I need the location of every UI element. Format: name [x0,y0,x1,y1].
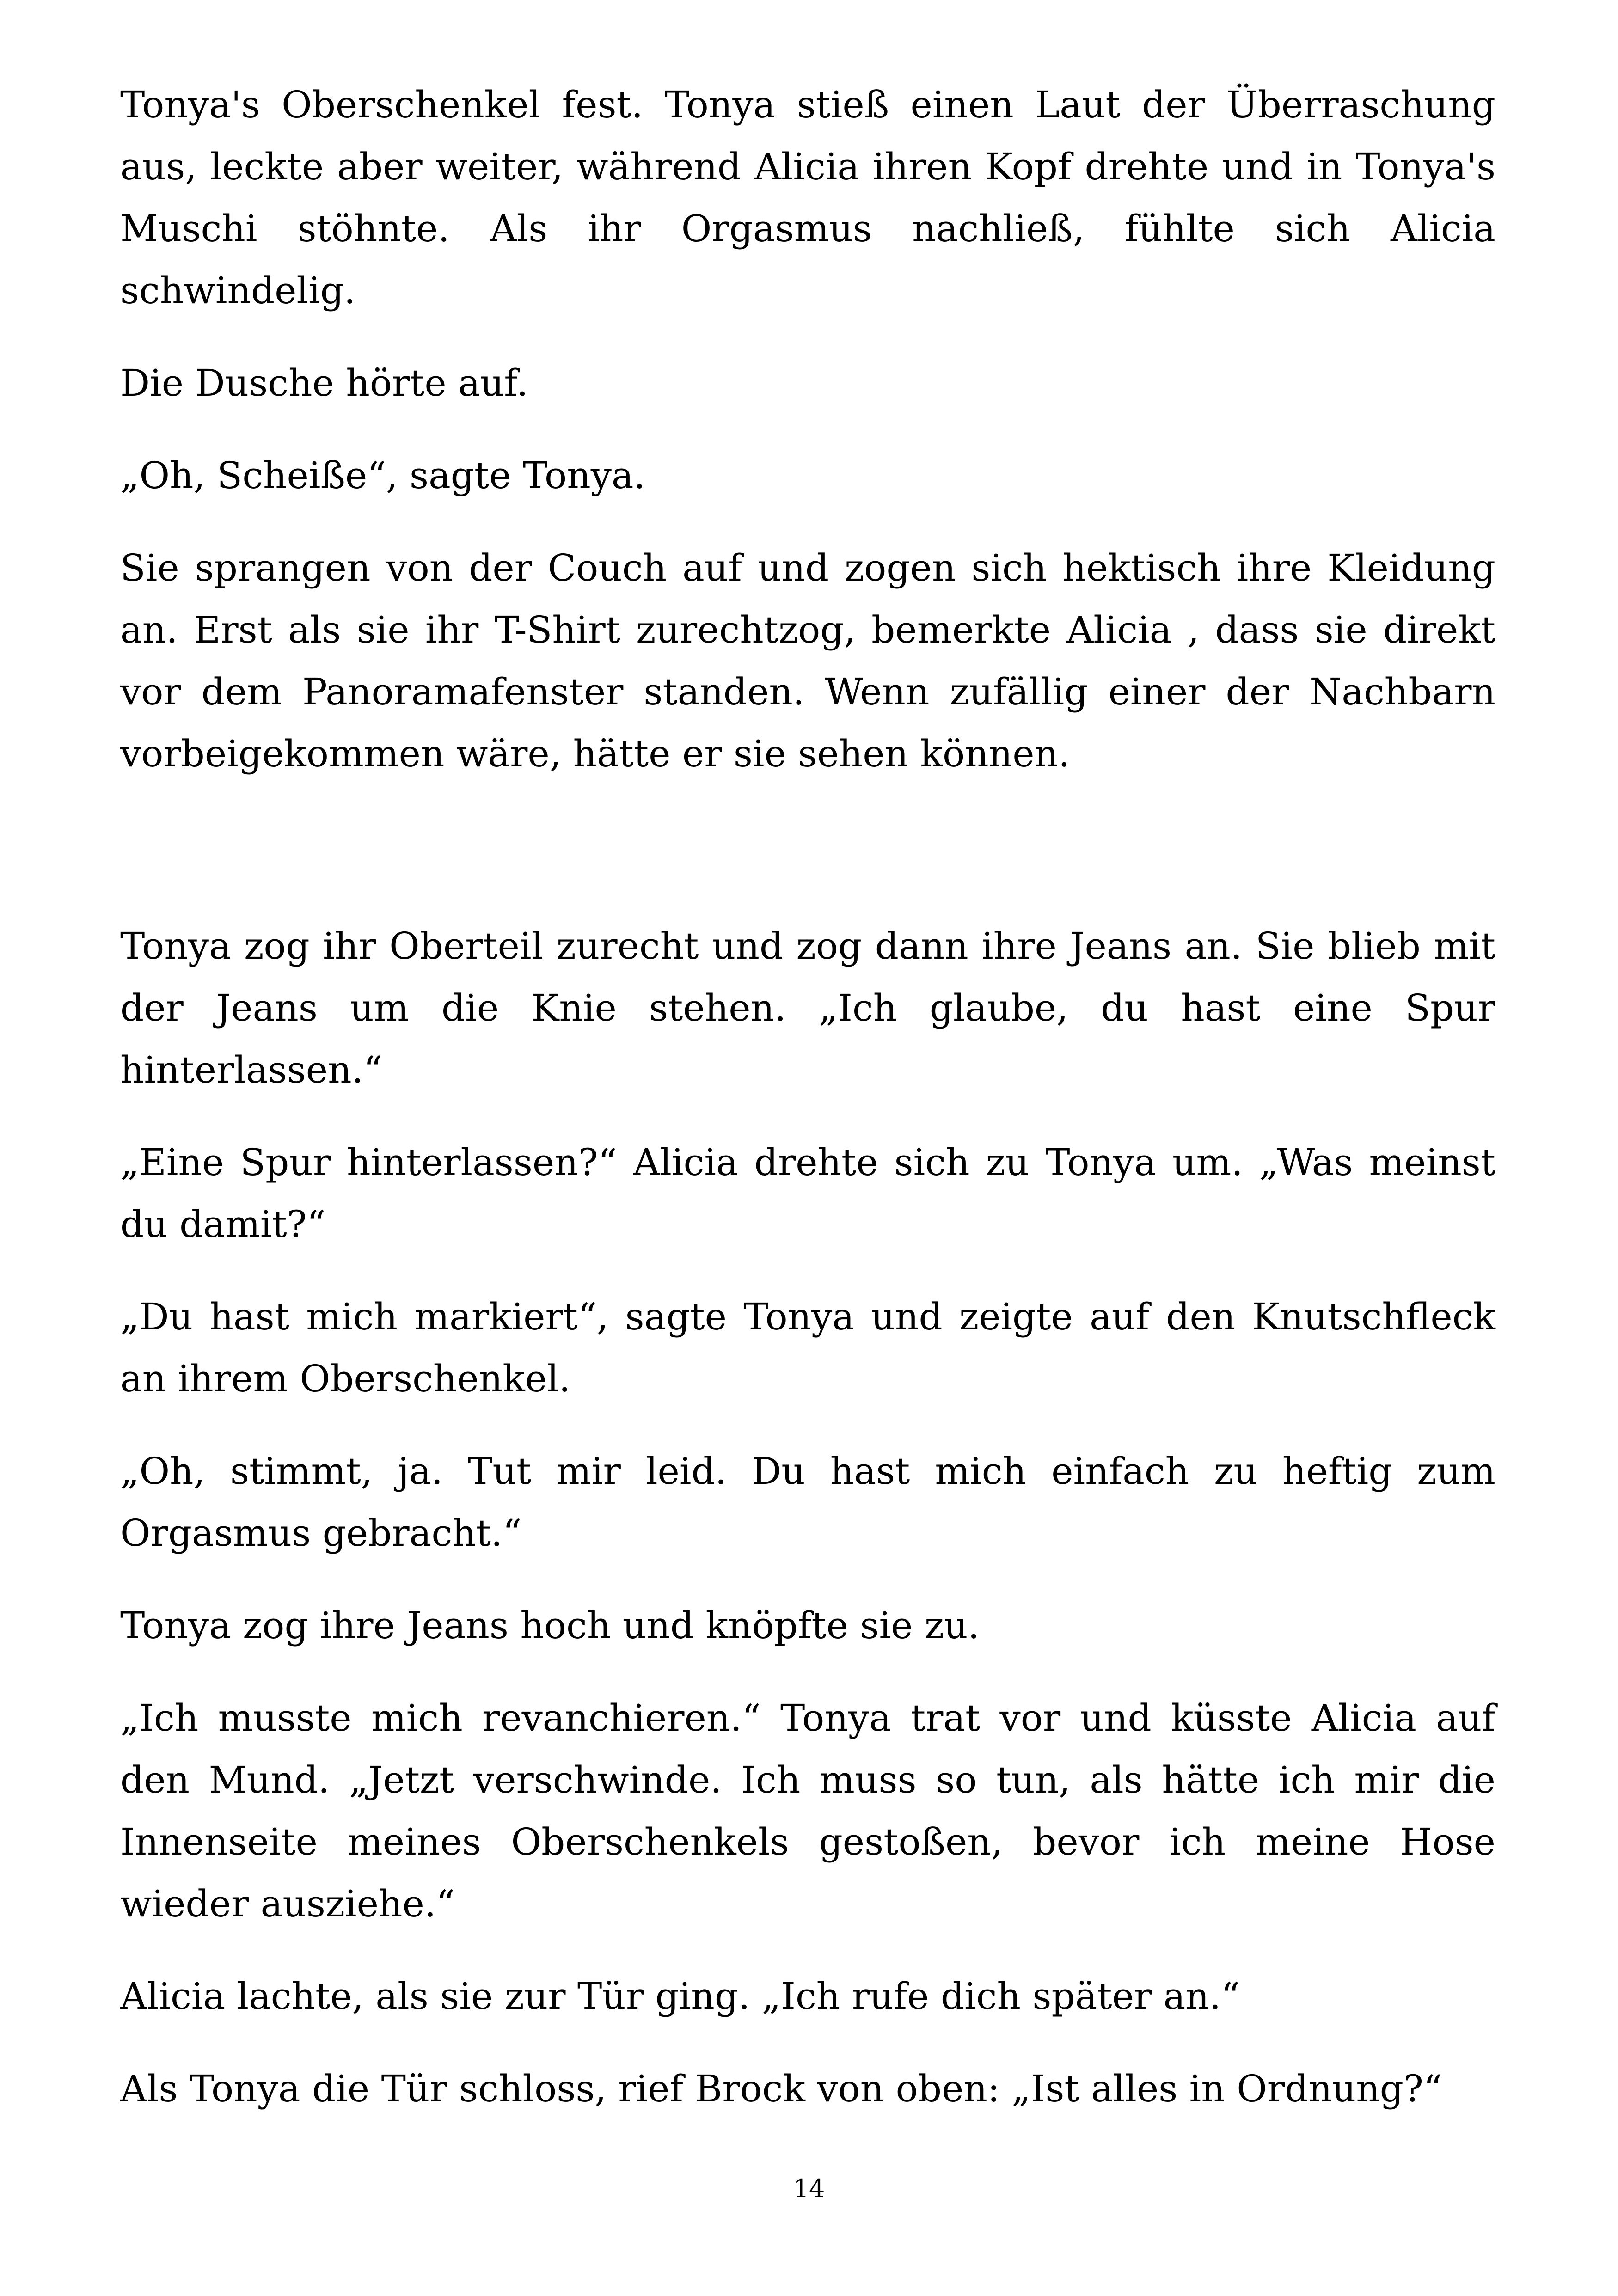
paragraph-1: Tonya's Oberschenkel fest. Tonya stieß einen Laut der Überraschung aus, leckte aber weiter, während Alicia ihren Kopf drehte und in Tonya's Muschi stöhnte. Als ihr Orgasmus nachließ, fühlte sich Alicia schwindelig. [120,83,1495,312]
text-section-top [120,74,1495,815]
paragraph-6: „Eine Spur hinterlassen?“ Alicia drehte sich zu Tonya um. „Was meinst du damit?“ [120,1141,1495,1246]
text-section-bottom [120,915,1495,2150]
paragraph-5: Tonya zog ihr Oberteil zurecht und zog dann ihre Jeans an. Sie blieb mit der Jeans um die Knie stehen. „Ich glaube, du hast eine Spur hinterlassen.“ [120,925,1495,1091]
paragraph-4: Sie sprangen von der Couch auf und zogen sich hektisch ihre Kleidung an. Erst als sie ihr T-Shirt zurechtzog, bemerkte Alicia , dass sie direkt vor dem Panoramafenster standen. Wenn zufällig einer der Nachbarn vorbeigekommen wäre, hätte er sie sehen können. [120,546,1495,775]
paragraph-9: Tonya zog ihre Jeans hoch und knöpfte sie zu. [120,1604,980,1647]
paragraph-2: Die Dusche hörte auf. [120,361,528,404]
paragraph-7: „Du hast mich markiert“, sagte Tonya und zeigte auf den Knutschfleck an ihrem Oberschenkel. [120,1295,1495,1400]
paragraph-12: Als Tonya die Tür schloss, rief Brock von oben: „Ist alles in Ordnung?“ [120,2067,1442,2110]
page-number: 14 [793,2174,825,2203]
paragraph-10: „Ich musste mich revanchieren.“ Tonya trat vor und küsste Alicia auf den Mund. „Jetzt verschwinde. Ich muss so tun, als hätte ich mir die Innenseite meines Oberschenkels gestoßen, bevor ich meine Hose wieder ausziehe.“ [120,1696,1495,1925]
paragraph-11: Alicia lachte, als sie zur Tür ging. „Ich rufe dich später an.“ [120,1975,1240,2018]
paragraph-3: „Oh, Scheiße“, sagte Tonya. [120,454,646,497]
paragraph-8: „Oh, stimmt, ja. Tut mir leid. Du hast mich einfach zu heftig zum Orgasmus gebracht.“ [120,1450,1495,1555]
